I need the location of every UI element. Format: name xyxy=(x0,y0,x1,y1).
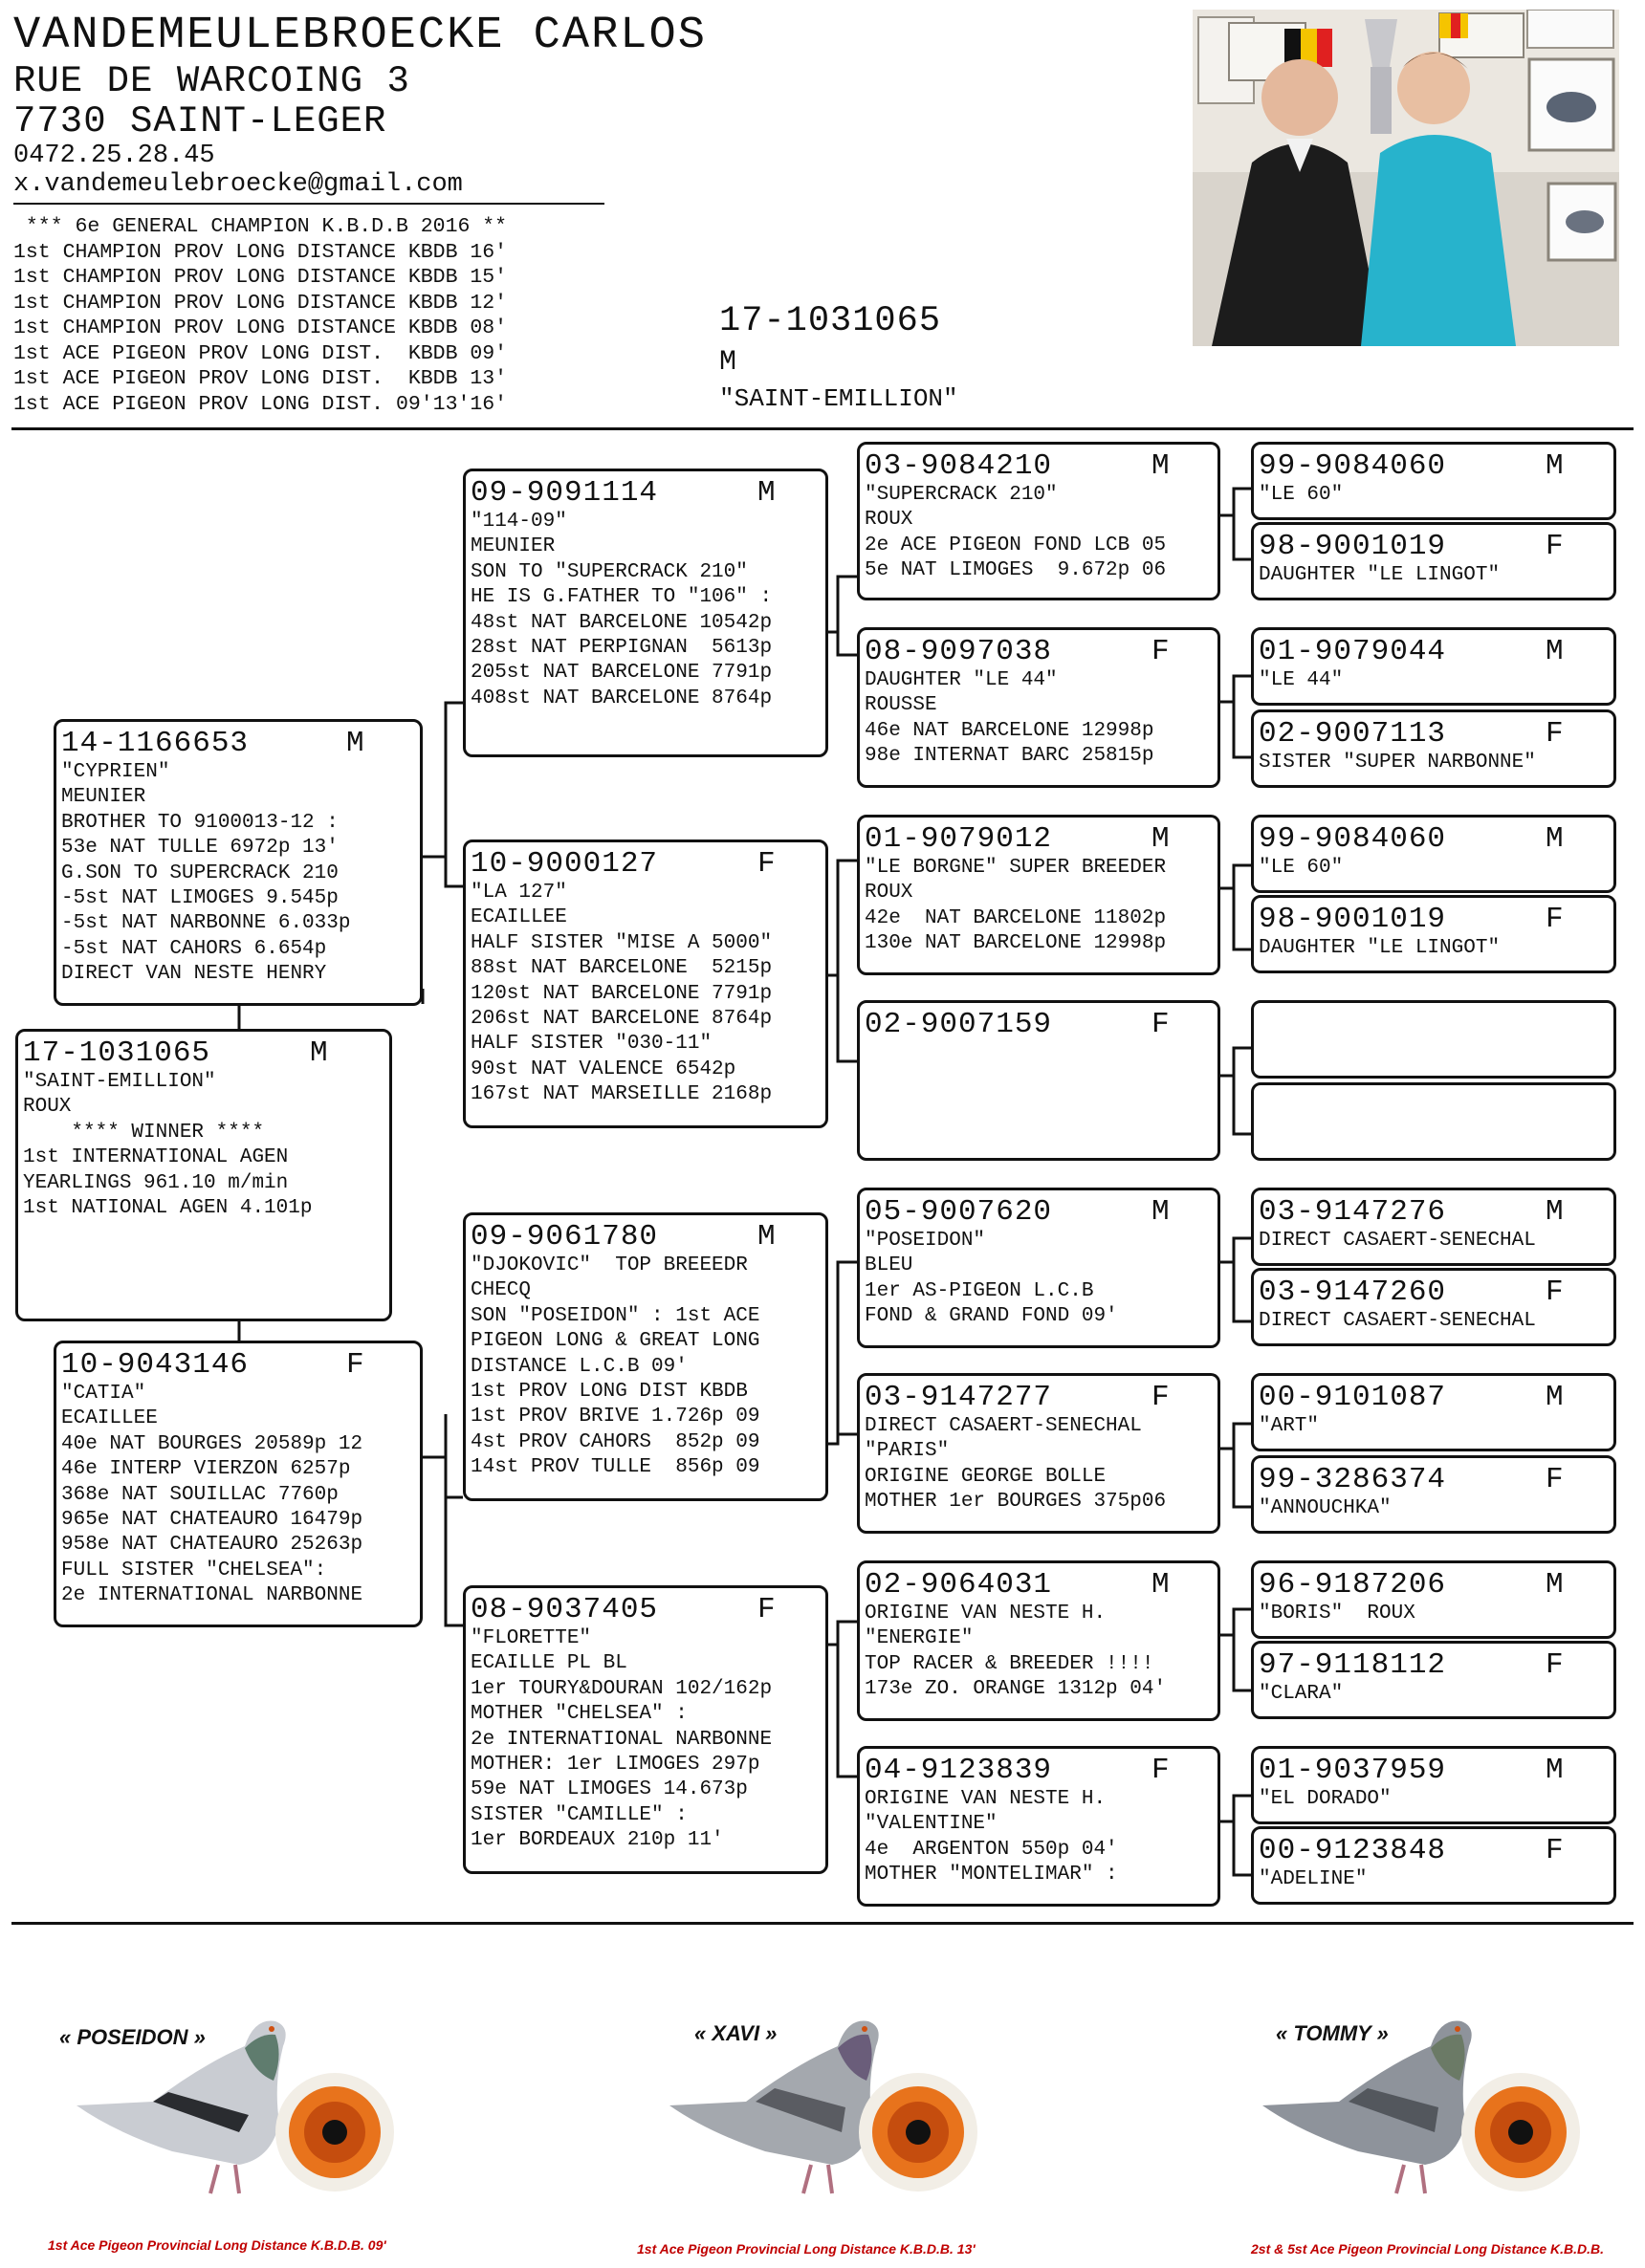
info-line: PIGEON LONG & GREAT LONG xyxy=(471,1330,760,1353)
pedigree-card-gen4-15[interactable] xyxy=(1251,1746,1616,1824)
card-header xyxy=(865,636,1217,668)
info-line: MEUNIER xyxy=(471,535,556,558)
info-line: HE IS G.FATHER TO "106" : xyxy=(471,586,773,609)
info-line: "CLARA" xyxy=(1259,1683,1344,1705)
info-line: G.SON TO SUPERCRACK 210 xyxy=(61,861,339,884)
info-line: "DJOKOVIC" TOP BREEEDR xyxy=(471,1254,748,1276)
ring-number: 99-9084060 xyxy=(1259,449,1447,483)
sex-marker: F xyxy=(1546,1834,1564,1867)
card-header xyxy=(865,1196,1217,1229)
sex-marker: M xyxy=(1546,1381,1564,1414)
sex-marker: F xyxy=(1546,1648,1564,1682)
info-line: 4st PROV CAHORS 852p 09 xyxy=(471,1430,760,1453)
info-line: "LE 44" xyxy=(1259,669,1344,691)
ring-number: 17-1031065 xyxy=(23,1036,211,1070)
info-line: -5st NAT CAHORS 6.654p xyxy=(61,937,327,960)
card-header xyxy=(471,848,825,881)
info-line: ECAILLEE xyxy=(471,906,567,929)
info-line: "LA 127" xyxy=(471,882,567,904)
info-line: "CATIA" xyxy=(61,1383,146,1405)
pedigree-card-gen4-5[interactable] xyxy=(1251,815,1616,893)
card-header xyxy=(1259,531,1613,563)
ring-number: 02-9007113 xyxy=(1259,717,1447,751)
card-header xyxy=(1259,1382,1613,1414)
pedigree-card-gen4-14[interactable] xyxy=(1251,1641,1616,1719)
pedigree-card-gen4-9[interactable] xyxy=(1251,1188,1616,1266)
card-header xyxy=(1259,1649,1613,1682)
owner-name: VANDEMEULEBROECKE CARLOS xyxy=(13,11,707,61)
ring-number: 02-9007159 xyxy=(865,1008,1053,1041)
info-line: 408st NAT BARCELONE 8764p xyxy=(471,687,773,709)
owner-phone: 0472.25.28.45 xyxy=(13,142,215,170)
info-line: "POSEIDON" xyxy=(865,1230,986,1252)
info-line: DAUGHTER "LE LINGOT" xyxy=(1259,564,1501,586)
sex-marker: F xyxy=(1152,635,1170,668)
info-line: **** WINNER **** xyxy=(23,1121,265,1144)
info-line: 53e NAT TULLE 6972p 13' xyxy=(61,837,339,860)
bird-label-xavi: « XAVI » xyxy=(694,2021,778,2045)
info-line: SON "POSEIDON" : 1st ACE xyxy=(471,1304,760,1327)
info-line: 1er TOURY&DOURAN 102/162p xyxy=(471,1677,773,1700)
info-line: 1st PROV LONG DIST KBDB xyxy=(471,1381,748,1404)
pedigree-card-gen4-3[interactable] xyxy=(1251,627,1616,706)
info-line: DAUGHTER "LE LINGOT" xyxy=(1259,937,1501,959)
pedigree-card-gen4-1[interactable] xyxy=(1251,442,1616,520)
info-line: ECAILLE PL BL xyxy=(471,1652,627,1675)
sex-marker: M xyxy=(1546,1195,1564,1229)
pedigree-card-gen3-4[interactable] xyxy=(857,1000,1220,1161)
card-header xyxy=(1259,904,1613,936)
info-line: FOND & GRAND FOND 09' xyxy=(865,1305,1118,1328)
sex-marker: F xyxy=(757,1593,776,1626)
owner-city: 7730 SAINT-LEGER xyxy=(13,100,387,142)
pedigree-card-gen3-3[interactable] xyxy=(857,815,1220,975)
info-line: DISTANCE L.C.B 09' xyxy=(471,1355,688,1378)
pedigree-card-gen4-12[interactable] xyxy=(1251,1455,1616,1534)
info-line: CHECQ xyxy=(471,1279,532,1302)
info-line: 205st NAT BARCELONE 7791p xyxy=(471,662,773,685)
sex-marker: M xyxy=(1152,1568,1170,1602)
card-header xyxy=(1259,823,1613,856)
info-line: ECAILLEE xyxy=(61,1407,158,1430)
pedigree-card-gen3-6[interactable] xyxy=(857,1373,1220,1534)
footer-rule xyxy=(11,1922,1634,1925)
info-line: YEARLINGS 961.10 m/min xyxy=(23,1171,289,1194)
pedigree-card-sire-sire[interactable] xyxy=(463,469,828,757)
info-line: DIRECT VAN NESTE HENRY xyxy=(61,963,327,986)
info-line: 28st NAT PERPIGNAN 5613p xyxy=(471,637,773,660)
card-header xyxy=(1259,1569,1613,1602)
achievement-line: 1st CHAMPION PROV LONG DISTANCE KBDB 16' xyxy=(13,240,508,264)
owner-email[interactable]: x.vandemeulebroecke@gmail.com xyxy=(13,170,463,199)
info-line: "LE BORGNE" SUPER BREEDER xyxy=(865,857,1167,879)
card-header xyxy=(471,1221,825,1254)
pedigree-card-sire-dam[interactable] xyxy=(463,840,828,1128)
info-line: MOTHER "CHELSEA" : xyxy=(471,1703,688,1726)
info-line: BLEU xyxy=(865,1254,913,1277)
pedigree-card-dam-sire[interactable] xyxy=(463,1212,828,1501)
pedigree-card-gen4-7-empty[interactable] xyxy=(1251,1000,1616,1079)
ring-number: 03-9147277 xyxy=(865,1381,1053,1414)
info-line: BROTHER TO 9100013-12 : xyxy=(61,811,339,834)
sex-marker: F xyxy=(1152,1381,1170,1414)
ring-number: 09-9061780 xyxy=(471,1220,659,1254)
achievement-line: 1st CHAMPION PROV LONG DISTANCE KBDB 08' xyxy=(13,316,508,339)
pigeon-photo-poseidon xyxy=(57,1989,402,2218)
info-line: 59e NAT LIMOGES 14.673p xyxy=(471,1778,748,1801)
pedigree-card-gen4-10[interactable] xyxy=(1251,1268,1616,1346)
achievement-line: 1st CHAMPION PROV LONG DISTANCE KBDB 15' xyxy=(13,266,508,289)
achievement-line: 1st ACE PIGEON PROV LONG DIST. KBDB 13' xyxy=(13,367,508,390)
info-line: "ADELINE" xyxy=(1259,1868,1368,1890)
info-line: 206st NAT BARCELONE 8764p xyxy=(471,1008,773,1031)
subject-sex: M xyxy=(719,346,737,379)
pedigree-card-gen4-13[interactable] xyxy=(1251,1560,1616,1639)
info-line: 90st NAT VALENCE 6542p xyxy=(471,1058,736,1080)
info-line: 965e NAT CHATEAURO 16479p xyxy=(61,1509,363,1532)
sex-marker: F xyxy=(1546,1276,1564,1309)
subject-name: "SAINT-EMILLION" xyxy=(719,384,958,413)
ring-number: 98-9001019 xyxy=(1259,903,1447,936)
info-line: DAUGHTER "LE 44" xyxy=(865,669,1058,691)
ring-number: 10-9000127 xyxy=(471,847,659,881)
info-line: -5st NAT NARBONNE 6.033p xyxy=(61,912,351,935)
achievement-line: 1st ACE PIGEON PROV LONG DIST. 09'13'16' xyxy=(13,392,508,416)
ring-number: 01-9037959 xyxy=(1259,1754,1447,1787)
info-line: SISTER "CAMILLE" : xyxy=(471,1803,688,1826)
sex-marker: F xyxy=(1152,1754,1170,1787)
info-line: MOTHER: 1er LIMOGES 297p xyxy=(471,1754,760,1777)
ring-number: 09-9091114 xyxy=(471,476,659,510)
sex-marker: M xyxy=(346,727,364,760)
info-line: 120st NAT BARCELONE 7791p xyxy=(471,982,773,1005)
info-line: "ENERGIE" xyxy=(865,1627,974,1650)
owner-street: RUE DE WARCOING 3 xyxy=(13,60,410,102)
card-header xyxy=(1259,718,1613,751)
card-header xyxy=(471,1594,825,1626)
pedigree-card-dam-dam[interactable] xyxy=(463,1585,828,1874)
info-line: 98e INTERNAT BARC 25815p xyxy=(865,745,1154,768)
ring-number: 00-9101087 xyxy=(1259,1381,1447,1414)
info-line: 130e NAT BARCELONE 12998p xyxy=(865,932,1167,955)
sex-marker: F xyxy=(1152,1008,1170,1041)
card-header xyxy=(1259,1196,1613,1229)
achievement-line: 1st ACE PIGEON PROV LONG DIST. KBDB 09' xyxy=(13,341,508,365)
card-header xyxy=(1259,1276,1613,1309)
pedigree-card-dam[interactable] xyxy=(54,1341,423,1627)
sex-marker: M xyxy=(310,1036,328,1070)
info-line: FULL SISTER "CHELSEA": xyxy=(61,1559,327,1581)
bird-label-poseidon: « POSEIDON » xyxy=(59,2025,206,2049)
info-line: 2e INTERNATIONAL NARBONNE xyxy=(471,1728,773,1751)
card-header xyxy=(61,728,420,760)
info-line: 5e NAT LIMOGES 9.672p 06 xyxy=(865,559,1167,582)
subject-ring-number: 17-1031065 xyxy=(719,301,942,341)
sex-marker: F xyxy=(1546,717,1564,751)
info-line: MEUNIER xyxy=(61,786,146,809)
info-line: SON TO "SUPERCRACK 210" xyxy=(471,560,748,583)
info-line: "SUPERCRACK 210" xyxy=(865,484,1058,506)
info-line: 368e NAT SOUILLAC 7760p xyxy=(61,1483,339,1506)
card-header xyxy=(1259,1464,1613,1496)
info-line: DIRECT CASAERT-SENECHAL xyxy=(1259,1310,1536,1332)
pedigree-card-gen4-11[interactable] xyxy=(1251,1373,1616,1451)
info-line: HALF SISTER "MISE A 5000" xyxy=(471,931,773,954)
ring-number: 08-9037405 xyxy=(471,1593,659,1626)
card-header xyxy=(1259,636,1613,668)
info-line: 14st PROV TULLE 856p 09 xyxy=(471,1456,760,1479)
pedigree-card-gen3-5[interactable] xyxy=(857,1188,1220,1348)
pedigree-card-gen3-7[interactable] xyxy=(857,1560,1220,1721)
card-header xyxy=(865,450,1217,483)
ring-number: 05-9007620 xyxy=(865,1195,1053,1229)
ring-number: 99-9084060 xyxy=(1259,822,1447,856)
card-header xyxy=(471,477,825,510)
info-line: "FLORETTE" xyxy=(471,1627,592,1649)
card-header xyxy=(865,1382,1217,1414)
card-header xyxy=(23,1037,389,1070)
info-line: 1er AS-PIGEON L.C.B xyxy=(865,1279,1094,1302)
bird-caption-xavi: 1st Ace Pigeon Provincial Long Distance K.B.D.B. 13' xyxy=(637,2241,976,2257)
pedigree-card-gen3-1[interactable] xyxy=(857,442,1220,600)
sex-marker: M xyxy=(1546,1754,1564,1787)
info-line: 1er BORDEAUX 210p 11' xyxy=(471,1829,724,1852)
pedigree-card-gen4-16[interactable] xyxy=(1251,1826,1616,1905)
card-header xyxy=(61,1349,420,1382)
info-line: 2e INTERNATIONAL NARBONNE xyxy=(61,1584,363,1607)
info-line: "CYPRIEN" xyxy=(61,761,170,783)
info-line: ORIGINE VAN NESTE H. xyxy=(865,1788,1107,1810)
info-line: TOP RACER & BREEDER !!!! xyxy=(865,1652,1154,1675)
info-line: ROUX xyxy=(865,509,913,532)
sex-marker: F xyxy=(1546,903,1564,936)
ring-number: 03-9147276 xyxy=(1259,1195,1447,1229)
info-line: ORIGINE GEORGE BOLLE xyxy=(865,1465,1107,1488)
pedigree-card-gen4-2[interactable] xyxy=(1251,522,1616,600)
info-line: "VALENTINE" xyxy=(865,1813,998,1836)
ring-number: 98-9001019 xyxy=(1259,530,1447,563)
info-line: -5st NAT LIMOGES 9.545p xyxy=(61,887,339,910)
info-line: 42e NAT BARCELONE 11802p xyxy=(865,906,1167,929)
info-line: 48st NAT BARCELONE 10542p xyxy=(471,611,773,634)
info-line: 2e ACE PIGEON FOND LCB 05 xyxy=(865,534,1167,556)
card-header xyxy=(865,1755,1217,1787)
info-line: 1st PROV BRIVE 1.726p 09 xyxy=(471,1406,760,1428)
bird-caption-tommy: 2st & 5st Ace Pigeon Provincial Long Distance K.B.D.B. xyxy=(1251,2241,1605,2257)
pedigree-card-gen3-2[interactable] xyxy=(857,627,1220,788)
ring-number: 01-9079012 xyxy=(865,822,1053,856)
info-line: ROUSSE xyxy=(865,694,937,717)
pedigree-card-gen4-4[interactable] xyxy=(1251,709,1616,788)
info-line: HALF SISTER "030-11" xyxy=(471,1033,713,1056)
ring-number: 10-9043146 xyxy=(61,1348,250,1382)
sex-marker: F xyxy=(1546,1463,1564,1496)
ring-number: 01-9079044 xyxy=(1259,635,1447,668)
achievement-line: 1st CHAMPION PROV LONG DISTANCE KBDB 12' xyxy=(13,291,508,315)
ring-number: 03-9084210 xyxy=(865,449,1053,483)
info-line: ROUX xyxy=(865,882,913,905)
info-line: SISTER "SUPER NARBONNE" xyxy=(1259,752,1536,774)
ring-number: 14-1166653 xyxy=(61,727,250,760)
info-line: 46e NAT BARCELONE 12998p xyxy=(865,719,1154,742)
info-line: 40e NAT BOURGES 20589p 12 xyxy=(61,1432,363,1455)
info-line: 46e INTERP VIERZON 6257p xyxy=(61,1458,351,1481)
sex-marker: M xyxy=(1546,822,1564,856)
sex-marker: M xyxy=(757,1220,776,1254)
info-line: DIRECT CASAERT-SENECHAL xyxy=(1259,1230,1536,1252)
sex-marker: F xyxy=(1546,530,1564,563)
ring-number: 97-9118112 xyxy=(1259,1648,1447,1682)
info-line: "ART" xyxy=(1259,1415,1320,1437)
info-line: "114-09" xyxy=(471,511,567,533)
info-line: ORIGINE VAN NESTE H. xyxy=(865,1603,1107,1625)
info-line: MOTHER "MONTELIMAR" : xyxy=(865,1864,1118,1886)
info-line: ROUX xyxy=(23,1096,72,1119)
card-header xyxy=(865,1569,1217,1602)
ring-number: 96-9187206 xyxy=(1259,1568,1447,1602)
sex-marker: M xyxy=(1546,1568,1564,1602)
card-header xyxy=(1259,450,1613,483)
bird-caption-poseidon: 1st Ace Pigeon Provincial Long Distance K.B.D.B. 09' xyxy=(48,2237,386,2253)
pedigree-card-gen3-8[interactable] xyxy=(857,1746,1220,1907)
card-header xyxy=(1259,1755,1613,1787)
info-line: MOTHER 1er BOURGES 375p06 xyxy=(865,1491,1167,1514)
ring-number: 99-3286374 xyxy=(1259,1463,1447,1496)
info-line: "PARIS" xyxy=(865,1440,950,1463)
ring-number: 04-9123839 xyxy=(865,1754,1053,1787)
info-line: 167st NAT MARSEILLE 2168p xyxy=(471,1083,773,1106)
achievement-line: *** 6e GENERAL CHAMPION K.B.D.B 2016 ** xyxy=(13,215,508,238)
ring-number: 02-9064031 xyxy=(865,1568,1053,1602)
info-line: "LE 60" xyxy=(1259,484,1344,506)
sex-marker: M xyxy=(1152,822,1170,856)
card-header xyxy=(1259,1835,1613,1867)
ring-number: 03-9147260 xyxy=(1259,1276,1447,1309)
info-line: 173e ZO. ORANGE 1312p 04' xyxy=(865,1678,1167,1701)
info-line: 4e ARGENTON 550p 04' xyxy=(865,1838,1118,1861)
ring-number: 00-9123848 xyxy=(1259,1834,1447,1867)
pedigree-card-gen4-6[interactable] xyxy=(1251,895,1616,973)
pedigree-card-subject[interactable] xyxy=(15,1029,392,1321)
card-header xyxy=(865,1009,1217,1041)
pedigree-card-gen4-8-empty[interactable] xyxy=(1251,1082,1616,1161)
info-line: "SAINT-EMILLION" xyxy=(23,1071,216,1093)
sex-marker: F xyxy=(757,847,776,881)
sex-marker: M xyxy=(757,476,776,510)
info-line: 1st INTERNATIONAL AGEN xyxy=(23,1146,289,1169)
info-line: 88st NAT BARCELONE 5215p xyxy=(471,957,773,980)
pigeon-photo-xavi xyxy=(650,1989,995,2218)
info-line: DIRECT CASAERT-SENECHAL xyxy=(865,1415,1142,1437)
sex-marker: M xyxy=(1152,449,1170,483)
pedigree-card-sire[interactable] xyxy=(54,719,423,1006)
info-line: "ANNOUCHKA" xyxy=(1259,1497,1392,1519)
info-line: "BORIS" ROUX xyxy=(1259,1603,1415,1625)
info-line: 1st NATIONAL AGEN 4.101p xyxy=(23,1197,313,1220)
ring-number: 08-9097038 xyxy=(865,635,1053,668)
sex-marker: M xyxy=(1152,1195,1170,1229)
pigeon-photo-tommy xyxy=(1243,1989,1588,2218)
info-line: "LE 60" xyxy=(1259,857,1344,879)
info-line: "EL DORADO" xyxy=(1259,1788,1392,1810)
card-header xyxy=(865,823,1217,856)
sex-marker: F xyxy=(346,1348,364,1382)
sex-marker: M xyxy=(1546,635,1564,668)
info-line: 958e NAT CHATEAURO 25263p xyxy=(61,1534,363,1557)
sex-marker: M xyxy=(1546,449,1564,483)
bird-label-tommy: « TOMMY » xyxy=(1276,2021,1389,2045)
